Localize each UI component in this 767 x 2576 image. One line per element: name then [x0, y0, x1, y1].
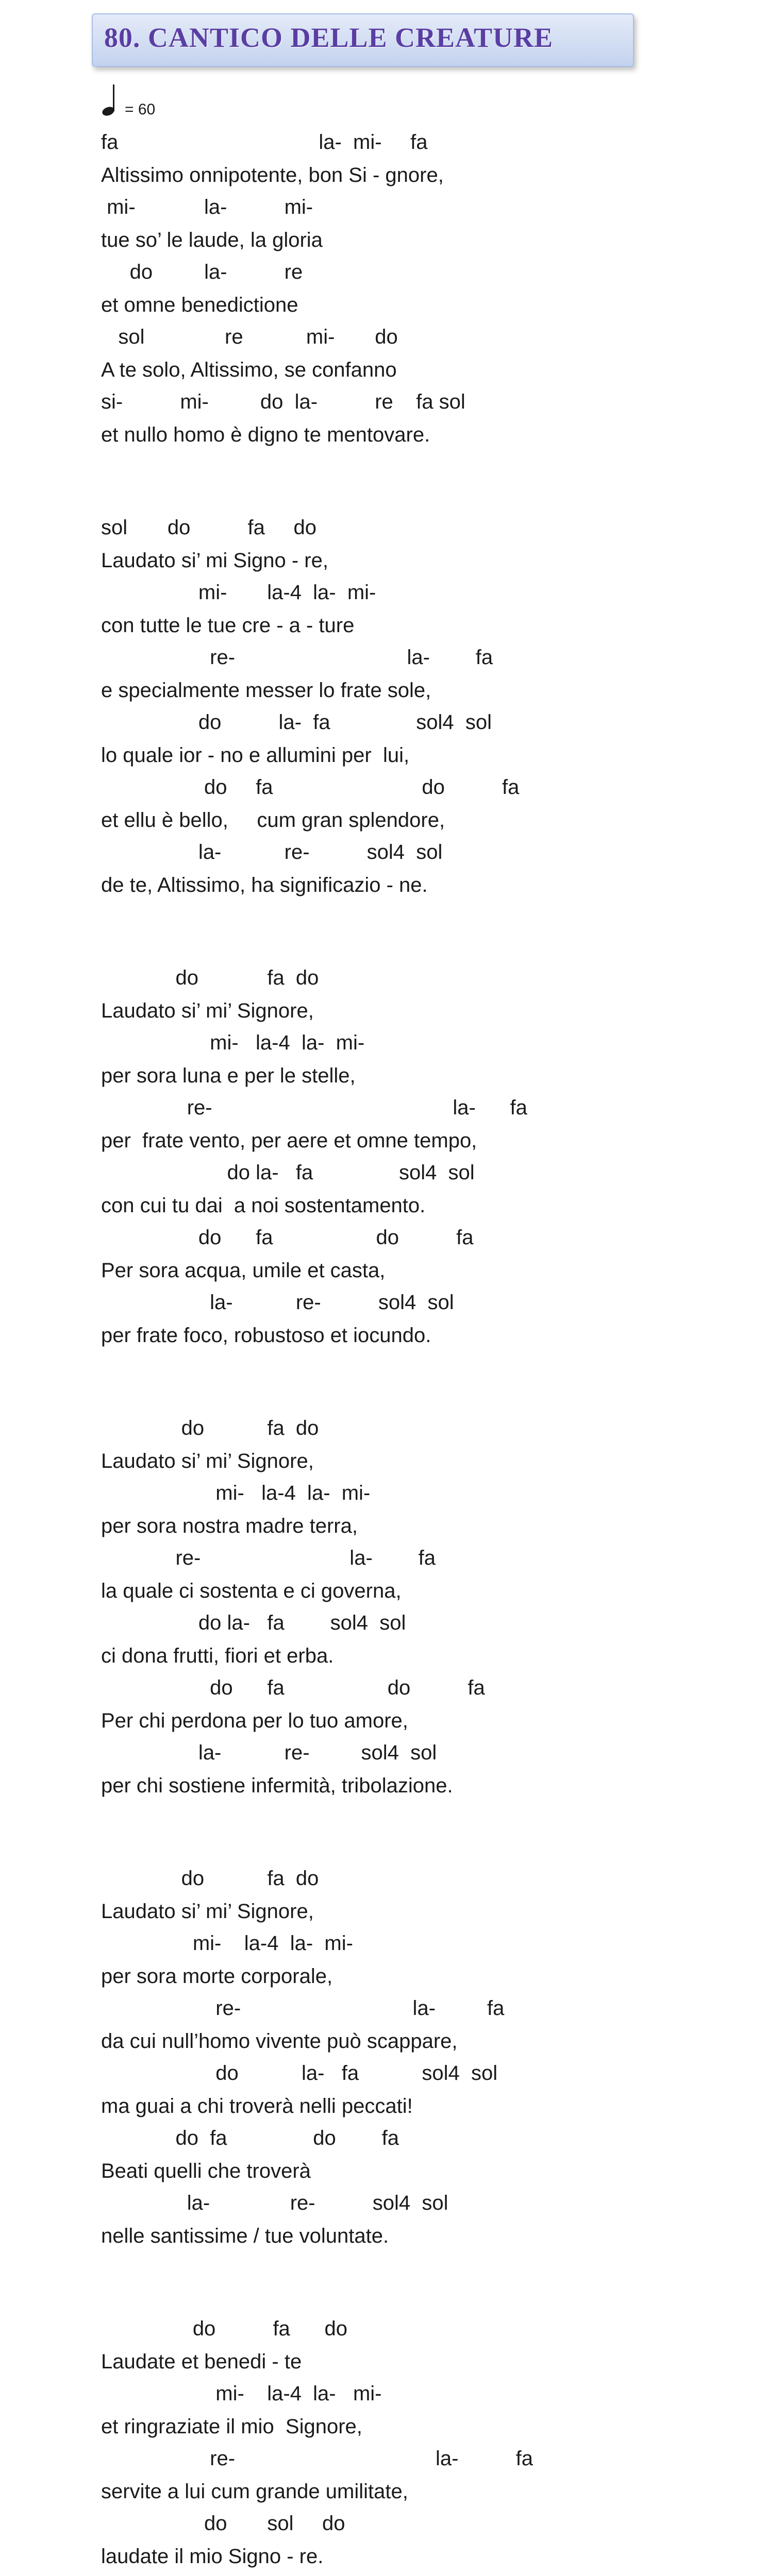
chord-line: re- la- fa — [101, 646, 493, 669]
chord-line: do fa do fa — [101, 1226, 474, 1249]
lyric-line: per sora luna e per le stelle, — [101, 1064, 356, 1087]
lyric-line: Laudato si’ mi’ Signore, — [101, 1900, 314, 1923]
lyric-line: per chi sostiene infermità, tribolazione. — [101, 1774, 453, 1797]
chord-line: mi- la-4 la- mi- — [101, 1932, 353, 1955]
chord-line: do fa do — [101, 1417, 319, 1439]
chord-line: mi- la-4 la- mi- — [101, 1031, 365, 1054]
chord-line: fa la- mi- fa — [101, 131, 428, 154]
lyric-line: nelle santissime / tue voluntate. — [101, 2225, 389, 2247]
lyric-line: e specialmente messer lo frate sole, — [101, 679, 431, 702]
chord-line: la- re- sol4 sol — [101, 1291, 454, 1314]
lyric-line: Beati quelli che troverà — [101, 2160, 311, 2182]
lyric-line: A te solo, Altissimo, se confanno — [101, 359, 397, 381]
lyric-line: ma guai a chi troverà nelli peccati! — [101, 2095, 413, 2117]
chord-line: do fa do — [101, 967, 319, 989]
lyric-line: ci dona frutti, fiori et erba. — [101, 1645, 334, 1667]
chord-line: sol re mi- do — [101, 326, 398, 348]
chord-line: si- mi- do la- re fa sol — [101, 391, 465, 413]
lyric-line: tue so’ le laude, la gloria — [101, 229, 323, 251]
chord-line: do fa do fa — [101, 1676, 485, 1699]
title-banner — [92, 13, 634, 67]
chord-line: mi- la-4 la- mi- — [101, 2382, 382, 2405]
lyric-line: per frate foco, robustoso et iocundo. — [101, 1324, 431, 1347]
chord-line: do la- fa sol4 sol — [101, 711, 492, 734]
chord-line: do fa do — [101, 2317, 347, 2340]
chord-line: do la- fa sol4 sol — [101, 1612, 406, 1634]
chord-line: do la- fa sol4 sol — [101, 2062, 498, 2084]
chord-line: la- re- sol4 sol — [101, 2192, 448, 2214]
lyric-line: con cui tu dai a noi sostentamento. — [101, 1194, 426, 1217]
chord-line: do la- fa sol4 sol — [101, 1161, 475, 1184]
lyric-line: et ellu è bello, cum gran splendore, — [101, 809, 445, 832]
lyric-line: laudate il mio Signo - re. — [101, 2545, 324, 2568]
chord-line: do fa do fa — [101, 2127, 399, 2149]
lyric-line: per sora nostra madre terra, — [101, 1515, 358, 1537]
chord-line: mi- la-4 la- mi- — [101, 1482, 371, 1504]
lyric-line: Per chi perdona per lo tuo amore, — [101, 1709, 408, 1732]
chord-line: re- la- fa — [101, 1997, 505, 2020]
lyric-line: et ringraziate il mio Signore, — [101, 2415, 362, 2438]
lyric-line: con tutte le tue cre - a - ture — [101, 614, 355, 637]
chord-line: sol do fa do — [101, 516, 316, 539]
lyric-line: Laudate et benedi - te — [101, 2350, 302, 2373]
quarter-note-icon — [101, 82, 122, 118]
lyric-line: de te, Altissimo, ha significazio - ne. — [101, 874, 428, 896]
song-title: 80. CANTICO DELLE CREATURE — [104, 22, 554, 53]
lyric-line: da cui null’homo vivente può scappare, — [101, 2030, 458, 2053]
lyric-line: Laudato si’ mi’ Signore, — [101, 1450, 314, 1472]
chord-line: la- re- sol4 sol — [101, 841, 443, 863]
lyric-line: Per sora acqua, umile et casta, — [101, 1259, 386, 1282]
chord-line: mi- la-4 la- mi- — [101, 581, 376, 604]
lyric-line: Laudato si’ mi’ Signore, — [101, 999, 314, 1022]
chord-line: do la- re — [101, 261, 303, 283]
lyric-line: lo quale ior - no e allumini per lui, — [101, 744, 410, 767]
tempo-value: = 60 — [125, 101, 156, 118]
lyric-line: et omne benedictione — [101, 294, 298, 316]
lyric-line: et nullo homo è digno te mentovare. — [101, 423, 430, 446]
chord-line: do fa do fa — [101, 776, 520, 799]
lyric-line: la quale ci sostenta e ci governa, — [101, 1580, 402, 1602]
chord-line: mi- la- mi- — [101, 196, 313, 218]
chord-line: re- la- fa — [101, 1547, 436, 1569]
chord-line: re- la- fa — [101, 1096, 527, 1119]
chord-line: la- re- sol4 sol — [101, 1741, 437, 1764]
chord-line: do fa do — [101, 1867, 319, 1890]
lyric-line: per sora morte corporale, — [101, 1965, 333, 1988]
lyric-line: servite a lui cum grande umilitate, — [101, 2480, 408, 2503]
lyric-line: per frate vento, per aere et omne tempo, — [101, 1129, 477, 1152]
lyric-line: Altissimo onnipotente, bon Si - gnore, — [101, 164, 444, 187]
chord-line: re- la- fa — [101, 2447, 533, 2470]
lyric-line: Laudato si’ mi Signo - re, — [101, 549, 328, 572]
chord-line: do sol do — [101, 2512, 345, 2535]
